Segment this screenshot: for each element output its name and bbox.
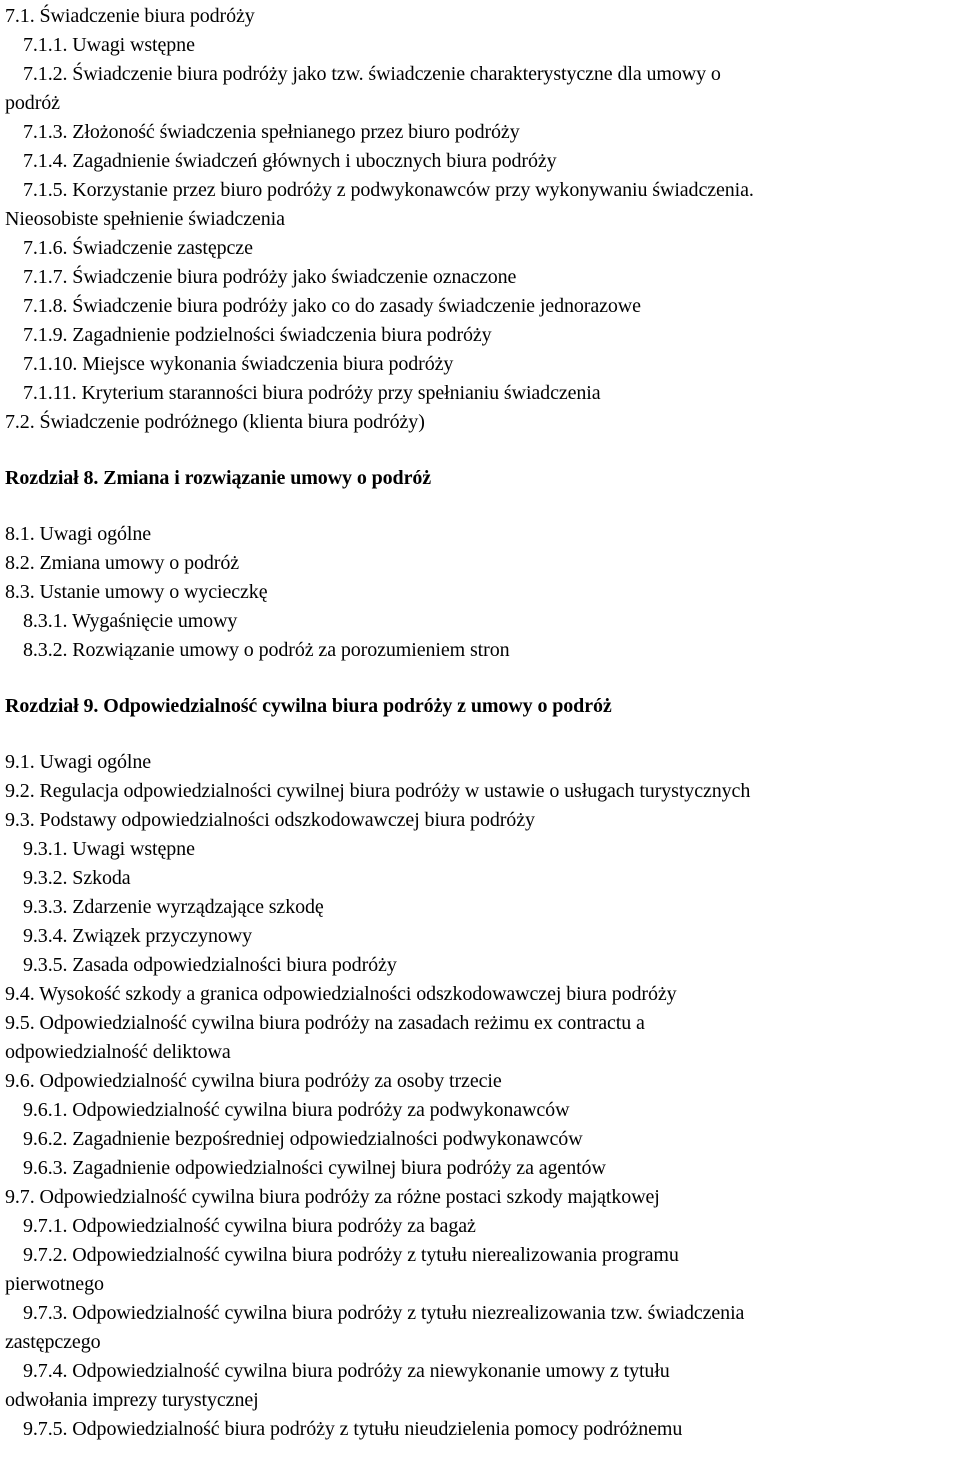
toc-subsection-entry: 9.3.3. Zdarzenie wyrządzające szkodę [23,896,324,918]
toc-subsection-entry: 9.3.4. Związek przyczynowy [23,925,252,947]
toc-entry-continuation: podróż [5,92,60,114]
toc-subsection-entry: 9.3.1. Uwagi wstępne [23,838,195,860]
toc-section-entry: 9.1. Uwagi ogólne [5,751,152,773]
toc-subsection-entry: 9.7.1. Odpowiedzialność cywilna biura podróży za bagaż [23,1215,476,1237]
toc-subsection-entry: 7.1.9. Zagadnienie podzielności świadczenia biura podróży [23,324,492,346]
toc-section-entry: 7.1. Świadczenie biura podróży [5,5,255,27]
toc-entry-continuation: odwołania imprezy turystycznej [5,1389,259,1411]
toc-subsection-entry: 7.1.8. Świadczenie biura podróży jako co do zasady świadczenie jednorazowe [23,295,641,317]
chapter-heading: Rozdział 9. Odpowiedzialność cywilna biura podróży z umowy o podróż [5,695,612,717]
toc-subsection-entry: 9.6.3. Zagadnienie odpowiedzialności cywilnej biura podróży za agentów [23,1157,606,1179]
toc-entry-continuation: zastępczego [5,1331,101,1353]
toc-subsection-entry: 9.7.2. Odpowiedzialność cywilna biura podróży z tytułu nierealizowania programu [23,1244,679,1266]
toc-subsection-entry: 7.1.3. Złożoność świadczenia spełnianego przez biuro podróży [23,121,520,143]
toc-section-entry: 8.2. Zmiana umowy o podróż [5,552,240,574]
toc-subsection-entry: 7.1.11. Kryterium staranności biura podróży przy spełnianiu świadczenia [23,382,601,404]
toc-section-entry: 9.5. Odpowiedzialność cywilna biura podróży na zasadach reżimu ex contractu a [5,1012,645,1034]
toc-section-entry: 9.7. Odpowiedzialność cywilna biura podróży za różne postaci szkody majątkowej [5,1186,660,1208]
toc-subsection-entry: 9.3.5. Zasada odpowiedzialności biura podróży [23,954,397,976]
toc-section-entry: 9.4. Wysokość szkody a granica odpowiedzialności odszkodowawczej biura podróży [5,983,677,1005]
toc-subsection-entry: 7.1.2. Świadczenie biura podróży jako tzw. świadczenie charakterystyczne dla umowy o [23,63,721,85]
toc-subsection-entry: 9.7.3. Odpowiedzialność cywilna biura podróży z tytułu niezrealizowania tzw. świadczenia [23,1302,745,1324]
toc-subsection-entry: 7.1.7. Świadczenie biura podróży jako świadczenie oznaczone [23,266,517,288]
section-spacer [5,721,956,748]
toc-section-entry: 8.1. Uwagi ogólne [5,523,152,545]
toc-subsection-entry: 9.6.2. Zagadnienie bezpośredniej odpowiedzialności podwykonawców [23,1128,583,1150]
toc-subsection-entry: 7.1.6. Świadczenie zastępcze [23,237,253,259]
toc-subsection-entry: 7.1.1. Uwagi wstępne [23,34,195,56]
section-spacer [5,437,956,464]
toc-section-entry: 9.6. Odpowiedzialność cywilna biura podróży za osoby trzecie [5,1070,502,1092]
toc-subsection-entry: 7.1.10. Miejsce wykonania świadczenia biura podróży [23,353,454,375]
toc-subsection-entry: 9.7.4. Odpowiedzialność cywilna biura podróży za niewykonanie umowy z tytułu [23,1360,670,1382]
toc-subsection-entry: 8.3.1. Wygaśnięcie umowy [23,610,238,632]
toc-subsection-entry: 9.6.1. Odpowiedzialność cywilna biura podróży za podwykonawców [23,1099,570,1121]
toc-subsection-entry: 8.3.2. Rozwiązanie umowy o podróż za porozumieniem stron [23,639,510,661]
toc-subsection-entry: 9.7.5. Odpowiedzialność biura podróży z tytułu nieudzielenia pomocy podróżnemu [23,1418,683,1440]
toc-entry-continuation: pierwotnego [5,1273,104,1295]
section-spacer [5,665,956,692]
section-spacer [5,493,956,520]
toc-section-entry: 7.2. Świadczenie podróżnego (klienta biura podróży) [5,411,425,433]
toc-subsection-entry: 7.1.5. Korzystanie przez biuro podróży z podwykonawców przy wykonywaniu świadczenia. [23,179,754,201]
toc-entry-continuation: odpowiedzialność deliktowa [5,1041,231,1063]
toc-entry-continuation: Nieosobiste spełnienie świadczenia [5,208,285,230]
toc-section-entry: 9.2. Regulacja odpowiedzialności cywilnej biura podróży w ustawie o usługach turystycznych [5,780,751,802]
toc-section-entry: 8.3. Ustanie umowy o wycieczkę [5,581,268,603]
toc-subsection-entry: 7.1.4. Zagadnienie świadczeń głównych i ubocznych biura podróży [23,150,557,172]
toc-section-entry: 9.3. Podstawy odpowiedzialności odszkodowawczej biura podróży [5,809,535,831]
chapter-heading: Rozdział 8. Zmiana i rozwiązanie umowy o podróż [5,467,432,489]
toc-subsection-entry: 9.3.2. Szkoda [23,867,131,889]
